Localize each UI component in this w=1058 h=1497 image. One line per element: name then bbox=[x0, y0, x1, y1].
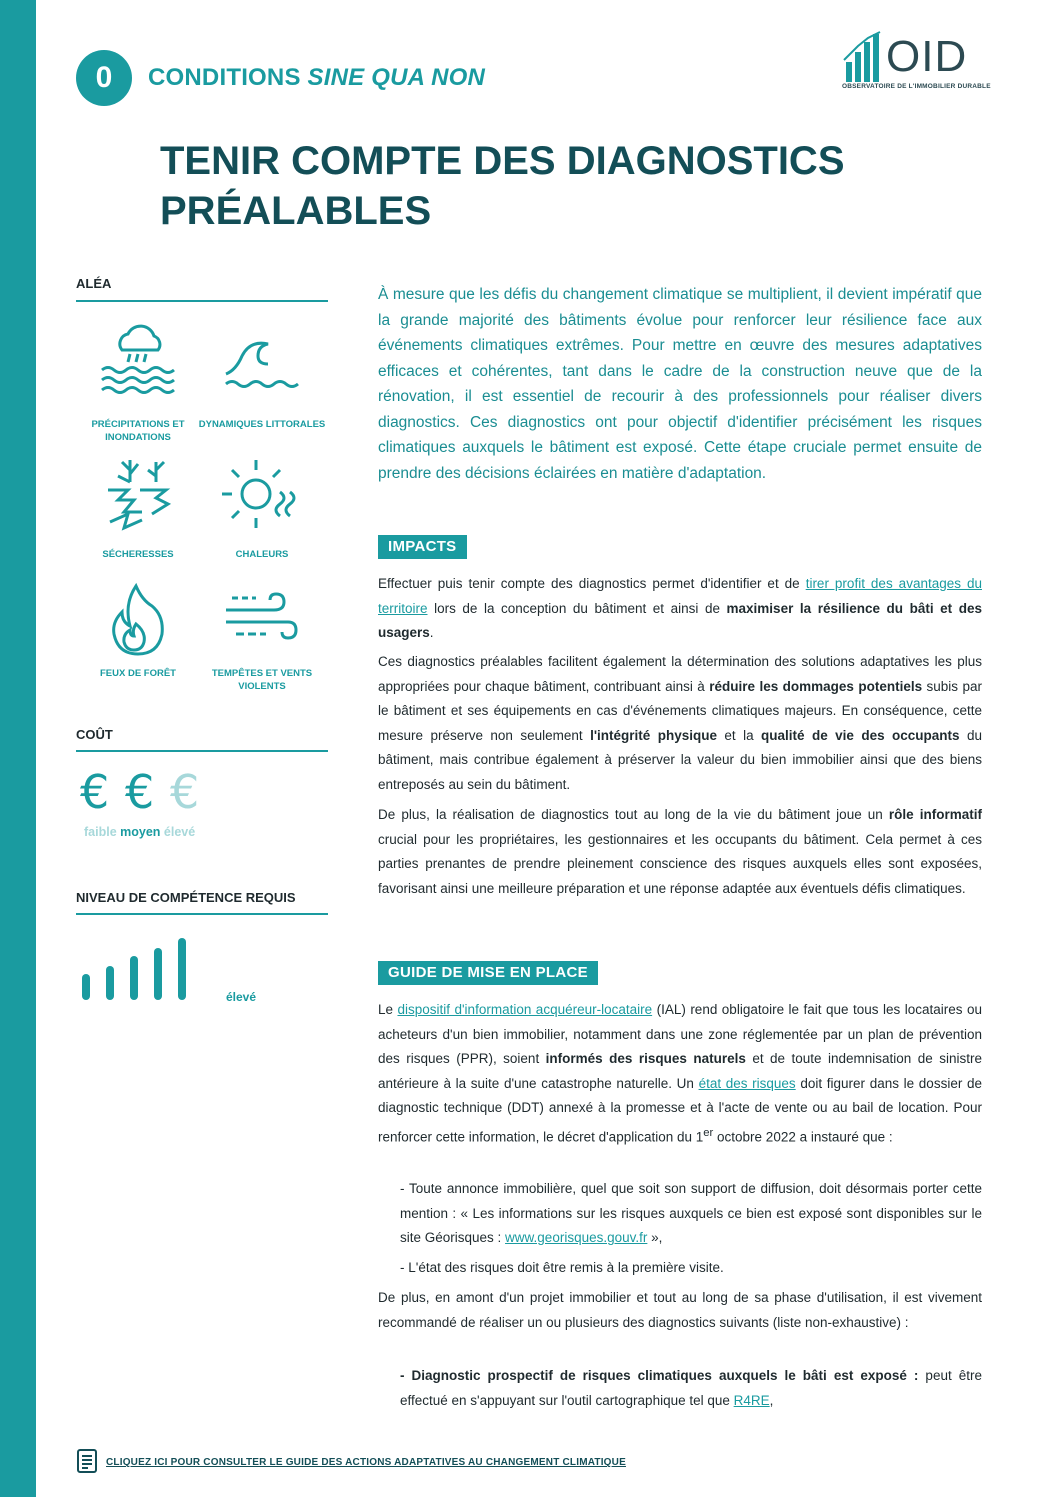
text-run: Le bbox=[378, 1002, 398, 1017]
logo-tagline: OBSERVATOIRE DE L'IMMOBILIER DURABLE bbox=[842, 83, 991, 90]
skill-level-bar-3 bbox=[130, 956, 138, 1000]
text-run: Effectuer puis tenir compte des diagnostics permet d'identifier et de bbox=[378, 576, 806, 591]
etat-des-risques-link[interactable]: état des risques bbox=[698, 1075, 796, 1091]
section-number-badge bbox=[76, 50, 132, 106]
impacts-paragraph-1 bbox=[378, 572, 982, 646]
text-run: . bbox=[429, 625, 434, 641]
hazard-label-tempetes: TEMPÊTES ET VENTS VIOLENTS bbox=[211, 668, 313, 692]
text-run: doit figurer dans le dossier de diagnostic technique (DDT) annexé à la promesse et à l'acte de vente ou au bail de location. Pour renforcer cette information, le décret d'application du 1 bbox=[378, 1075, 982, 1145]
euro-symbol-3: € bbox=[170, 765, 200, 819]
impacts-paragraph-2 bbox=[378, 650, 982, 798]
badge-number: 0 bbox=[95, 61, 113, 94]
document-icon[interactable] bbox=[76, 1448, 98, 1474]
cost-divider bbox=[76, 750, 328, 752]
georisques-link[interactable]: www.georisques.gouv.fr bbox=[505, 1230, 648, 1246]
bold-text: rôle informatif bbox=[888, 807, 982, 822]
text-run: - Toute annonce immobilière, quel que soit son support de diffusion, doit désormais porter cette mention : « Les informations sur les risques auxquels ce bien est exposé sont disponibles sur le site Géorisques : bbox=[400, 1181, 982, 1246]
page-title bbox=[160, 136, 960, 236]
wind-icon bbox=[222, 580, 302, 660]
text-run: De plus, la réalisation de diagnostics tout au long de la vie du bâtiment joue un bbox=[378, 807, 889, 822]
bold-text: l'intégrité physique bbox=[590, 727, 717, 743]
text-run: du bâtiment, mais contribue également à préserver la valeur du bien immobilier ainsi que des biens entreposés au sein du bâtiment. bbox=[378, 727, 982, 792]
text-run: , bbox=[769, 1392, 774, 1408]
logo-text: OID bbox=[886, 32, 968, 81]
bold-text: maximiser la résilience du bâti et des usagers bbox=[378, 600, 982, 641]
title-line-2: PRÉALABLES bbox=[160, 189, 432, 233]
impacts-paragraph-3 bbox=[378, 803, 982, 901]
r4re-link[interactable]: R4RE bbox=[733, 1392, 770, 1408]
cost-level-moyen: moyen bbox=[120, 825, 161, 839]
cost-level-faible: faible bbox=[84, 825, 117, 839]
section-heading bbox=[148, 64, 485, 92]
section-label: CONDITIONS bbox=[148, 64, 301, 91]
bold-text: qualité de vie des occupants bbox=[761, 727, 960, 743]
fire-icon bbox=[100, 580, 180, 660]
text-run: subis par le bâtiment et ses équipements en cas d'événements climatiques majeurs. En conséquence, cette mesure préserve non seulement bbox=[378, 678, 983, 743]
bold-text: informés des risques naturels bbox=[545, 1051, 746, 1067]
skill-title: NIVEAU DE COMPÉTENCE REQUIS bbox=[76, 890, 296, 905]
euro-symbol-2: € bbox=[125, 765, 155, 819]
hazard-label-precipitations: PRÉCIPITATIONS ET INONDATIONS bbox=[91, 419, 185, 443]
text-run: et la bbox=[716, 727, 762, 743]
hazard-label-littorales: DYNAMIQUES LITTORALES bbox=[198, 419, 326, 430]
skill-level-bar-2 bbox=[106, 966, 114, 1000]
text-run: lors de la conception du bâtiment et ainsi de bbox=[427, 600, 727, 616]
text-run: peut être effectué en s'appuyant sur l'outil cartographique tel que bbox=[400, 1368, 982, 1408]
cost-level-eleve: élevé bbox=[163, 825, 196, 839]
guide-bullet-1 bbox=[400, 1177, 982, 1251]
hazard-label-chaleurs: CHALEURS bbox=[235, 549, 289, 560]
skill-level-bar-1 bbox=[82, 974, 90, 1000]
text-run: Ces diagnostics préalables facilitent également la détermination des solutions adaptatives les plus appropriées pour chaque bâtiment, contribuant ainsi à bbox=[378, 654, 982, 694]
text-run: (IAL) rend obligatoire le fait que tous les locataires ou acheteurs d'un bien immobilier, notamment dans une zone réglementée par un plan de prévention des risques (PPR), soient bbox=[378, 1002, 982, 1067]
sun-heat-icon bbox=[222, 456, 302, 536]
alea-divider bbox=[76, 300, 328, 302]
guide-bullet-3 bbox=[400, 1364, 982, 1413]
euro-symbol-1: € bbox=[80, 765, 110, 819]
text-run: et de toute indemnisation de sinistre antérieure à la suite d'une catastrophe naturelle. Un bbox=[378, 1051, 982, 1091]
rain-flood-icon bbox=[100, 318, 180, 398]
drought-icon bbox=[100, 456, 180, 536]
skill-level-bar-5 bbox=[178, 938, 186, 1000]
wave-icon bbox=[222, 318, 302, 398]
title-line-1: TENIR COMPTE DES DIAGNOSTICS bbox=[160, 139, 845, 183]
bold-text: - Diagnostic prospectif de risques climatiques auxquels le bâti est exposé : bbox=[400, 1368, 919, 1383]
section-label-italic: SINE QUA NON bbox=[307, 64, 486, 91]
text-run: crucial pour les propriétaires, les gestionnaires et les occupants du bâtiment. Cela permet à ces parties prenantes de prendre pleinement conscience des risques auxquels elles sont exposées, favorisant ainsi une meilleure préparation et une réponse adaptée aux éventuels défis climatiques. bbox=[378, 831, 982, 896]
text-run: octobre 2022 a instauré que : bbox=[713, 1129, 893, 1145]
cost-title: COÛT bbox=[76, 727, 113, 742]
skill-level-bar-4 bbox=[154, 948, 162, 1000]
skill-divider bbox=[76, 913, 328, 915]
hazard-label-secheresses: SÉCHERESSES bbox=[102, 549, 174, 560]
guide-paragraph-1 bbox=[378, 998, 982, 1150]
bold-text: réduire les dommages potentiels bbox=[709, 678, 923, 694]
guide-paragraph-2: De plus, en amont d'un projet immobilier et tout au long de sa phase d'utilisation, il est vivement recommandé de réaliser un ou plusieurs des diagnostics suivants (liste non-exhaustive) : bbox=[378, 1290, 982, 1330]
guide-bullet-2: - L'état des risques doit être remis à la première visite. bbox=[400, 1260, 724, 1275]
guide-heading: GUIDE DE MISE EN PLACE bbox=[378, 961, 598, 985]
left-accent-bar bbox=[0, 0, 36, 1497]
intro-paragraph: À mesure que les défis du changement climatique se multiplient, il devient impératif que la grande majorité des bâtiments évolue pour renforcer leur résilience face aux événements climatiques extrêmes. Pour mettre en œuvre des mesures adaptatives efficaces et cohérentes, tant dans le cadre de la construction neuve que de la rénovation, il est essentiel de recourir à des professionnels pour réaliser divers diagnostics. Ces diagnostics ont pour objectif d'identifier précisément les risques climatiques auxquels le bâtiment est exposé. Cette étape cruciale permet ensuite de prendre des décisions éclairées en matière d'adaptation. bbox=[378, 286, 982, 482]
alea-title: ALÉA bbox=[76, 276, 112, 291]
impacts-heading: IMPACTS bbox=[378, 535, 467, 559]
guide-footer-link[interactable]: CLIQUEZ ICI POUR CONSULTER LE GUIDE DES ACTIONS ADAPTATIVES AU CHANGEMENT CLIMATIQUE bbox=[106, 1457, 626, 1468]
skill-level-label: élevé bbox=[226, 990, 257, 1004]
hazard-label-feux: FEUX DE FORÊT bbox=[99, 668, 176, 679]
territoire-link[interactable]: tirer profit des avantages du territoire bbox=[378, 576, 982, 616]
superscript: er bbox=[703, 1126, 714, 1139]
cost-scale bbox=[84, 825, 195, 839]
text-run: », bbox=[647, 1230, 663, 1246]
ial-link[interactable]: dispositif d'information acquéreur-locataire bbox=[397, 1002, 653, 1017]
